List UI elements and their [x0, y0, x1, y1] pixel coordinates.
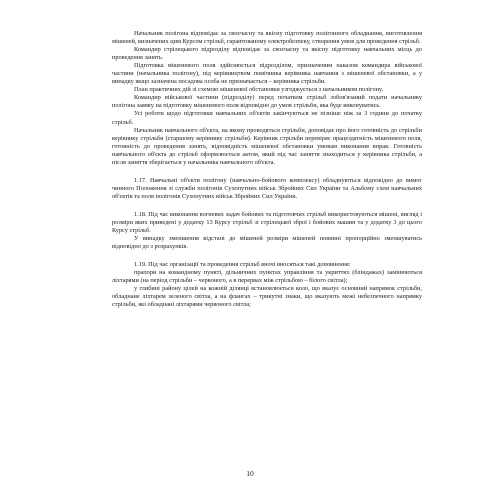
paragraph-distance: У випадку зменшення відстані до мішеней розміри мішеней повинні пропорційно зменшуватись відповідно до з розрахунків. — [112, 235, 422, 251]
section-1-19: 1.19. Під час організації та проведення стрільб вночі вносяться такі доповнення: — [134, 261, 351, 269]
section-1-17: 1.17. Навчальні об'єкти полігону (навчально-бойового комплексу) обладнуються відповідно до вимог чинного Положення зі служби полігонів Сухопутних військ Збройних Сил України та Альбому схем навчальних об'єктів та поля полігонів Сухопутних військ Збройних Сил України. — [112, 176, 422, 200]
list-item-circle: у глибині району цілей на кожній ділянці встановлюється коло, що вказує основний напрямок стрільби, обладнане ліхтарем зеленого світла, а на флангах – трикутні знаки, що вказують межі небезпечного напрямку стрільби, які обладнані ліхтарями червоного світла; — [112, 285, 422, 309]
paragraph-readiness: Начальник навчального об'єкта, на якому проводяться стрільби, доповідає про його готовність до стрільби керівнику стрільби (старшому керівнику стрільби). Керівник стрільби перевіряє працездатність мішеневого поля, готовність до проведення занять, відповідність мішеневої обстановки умовам виконання вправ. Готовність навчального об'єкта до стрільб оформлюється актом, який під час заняття знаходиться у керівника стрільби, а після заняття зберігається у начальника навчального об'єкта. — [112, 126, 422, 166]
paragraph-target-field: Підготовка мішеневого поля здійснюється підрозділом, призначеним наказом командира військової частини (начальника полігону), під керівництвом помічника керівника навчання з мішеневої обстановки, а у випадку якщо зазначена посадова особа не призначається – керівника стрільби. — [112, 62, 422, 86]
paragraph-polygon-chief: Начальник полігона відповідає за своєчасну та якісну підготовку полігонного обладнання, виготовлення мішеней, визначених цим Курсом стрільб, гарантованому електробезпеку, створення умов для проведення стрільб. — [112, 30, 422, 46]
paragraph-unit-commander: Командир стрілецького підрозділу відповідає за своєчасну та якісну підготовку навчальних місць до проведення занять. — [112, 46, 422, 62]
list-item-flags: прапори на командному пункті, дільничних пунктах управління та укриттях (бліндажах) замінюються ліхтарями (на період стрільби – червоного, а в перервах між стрільбою – білого світла); — [112, 269, 422, 285]
page-number: 10 — [246, 469, 254, 478]
paragraph-deadline: Усі роботи щодо підготовки навчальних об'єктів закінчуються не пізніше ніж за 3 години до початку стрільб. — [112, 110, 422, 126]
paragraph-application: Командир військової частини (підрозділу) перед початком стрільб зобов'язаний подати начальнику полігона заявку на підготовку мішеневого поля відповідно до умов стрільби, яка буде виконуватись. — [112, 94, 422, 110]
section-1-18: 1.18. Під час виконання вогневих задач бойових та підготовчих стрільб використовуються мішені, вигляд і розміри яких приведені у додатку 13 Курсу стрільб зі стрілецької зброї і бойових машин та у додатку 3 до цього Курсу стрільб. — [112, 210, 422, 235]
paragraph-action-plan: План практичних дій зі схемою мішеневої обстановки узгоджується з начальником полігону. — [134, 86, 384, 94]
